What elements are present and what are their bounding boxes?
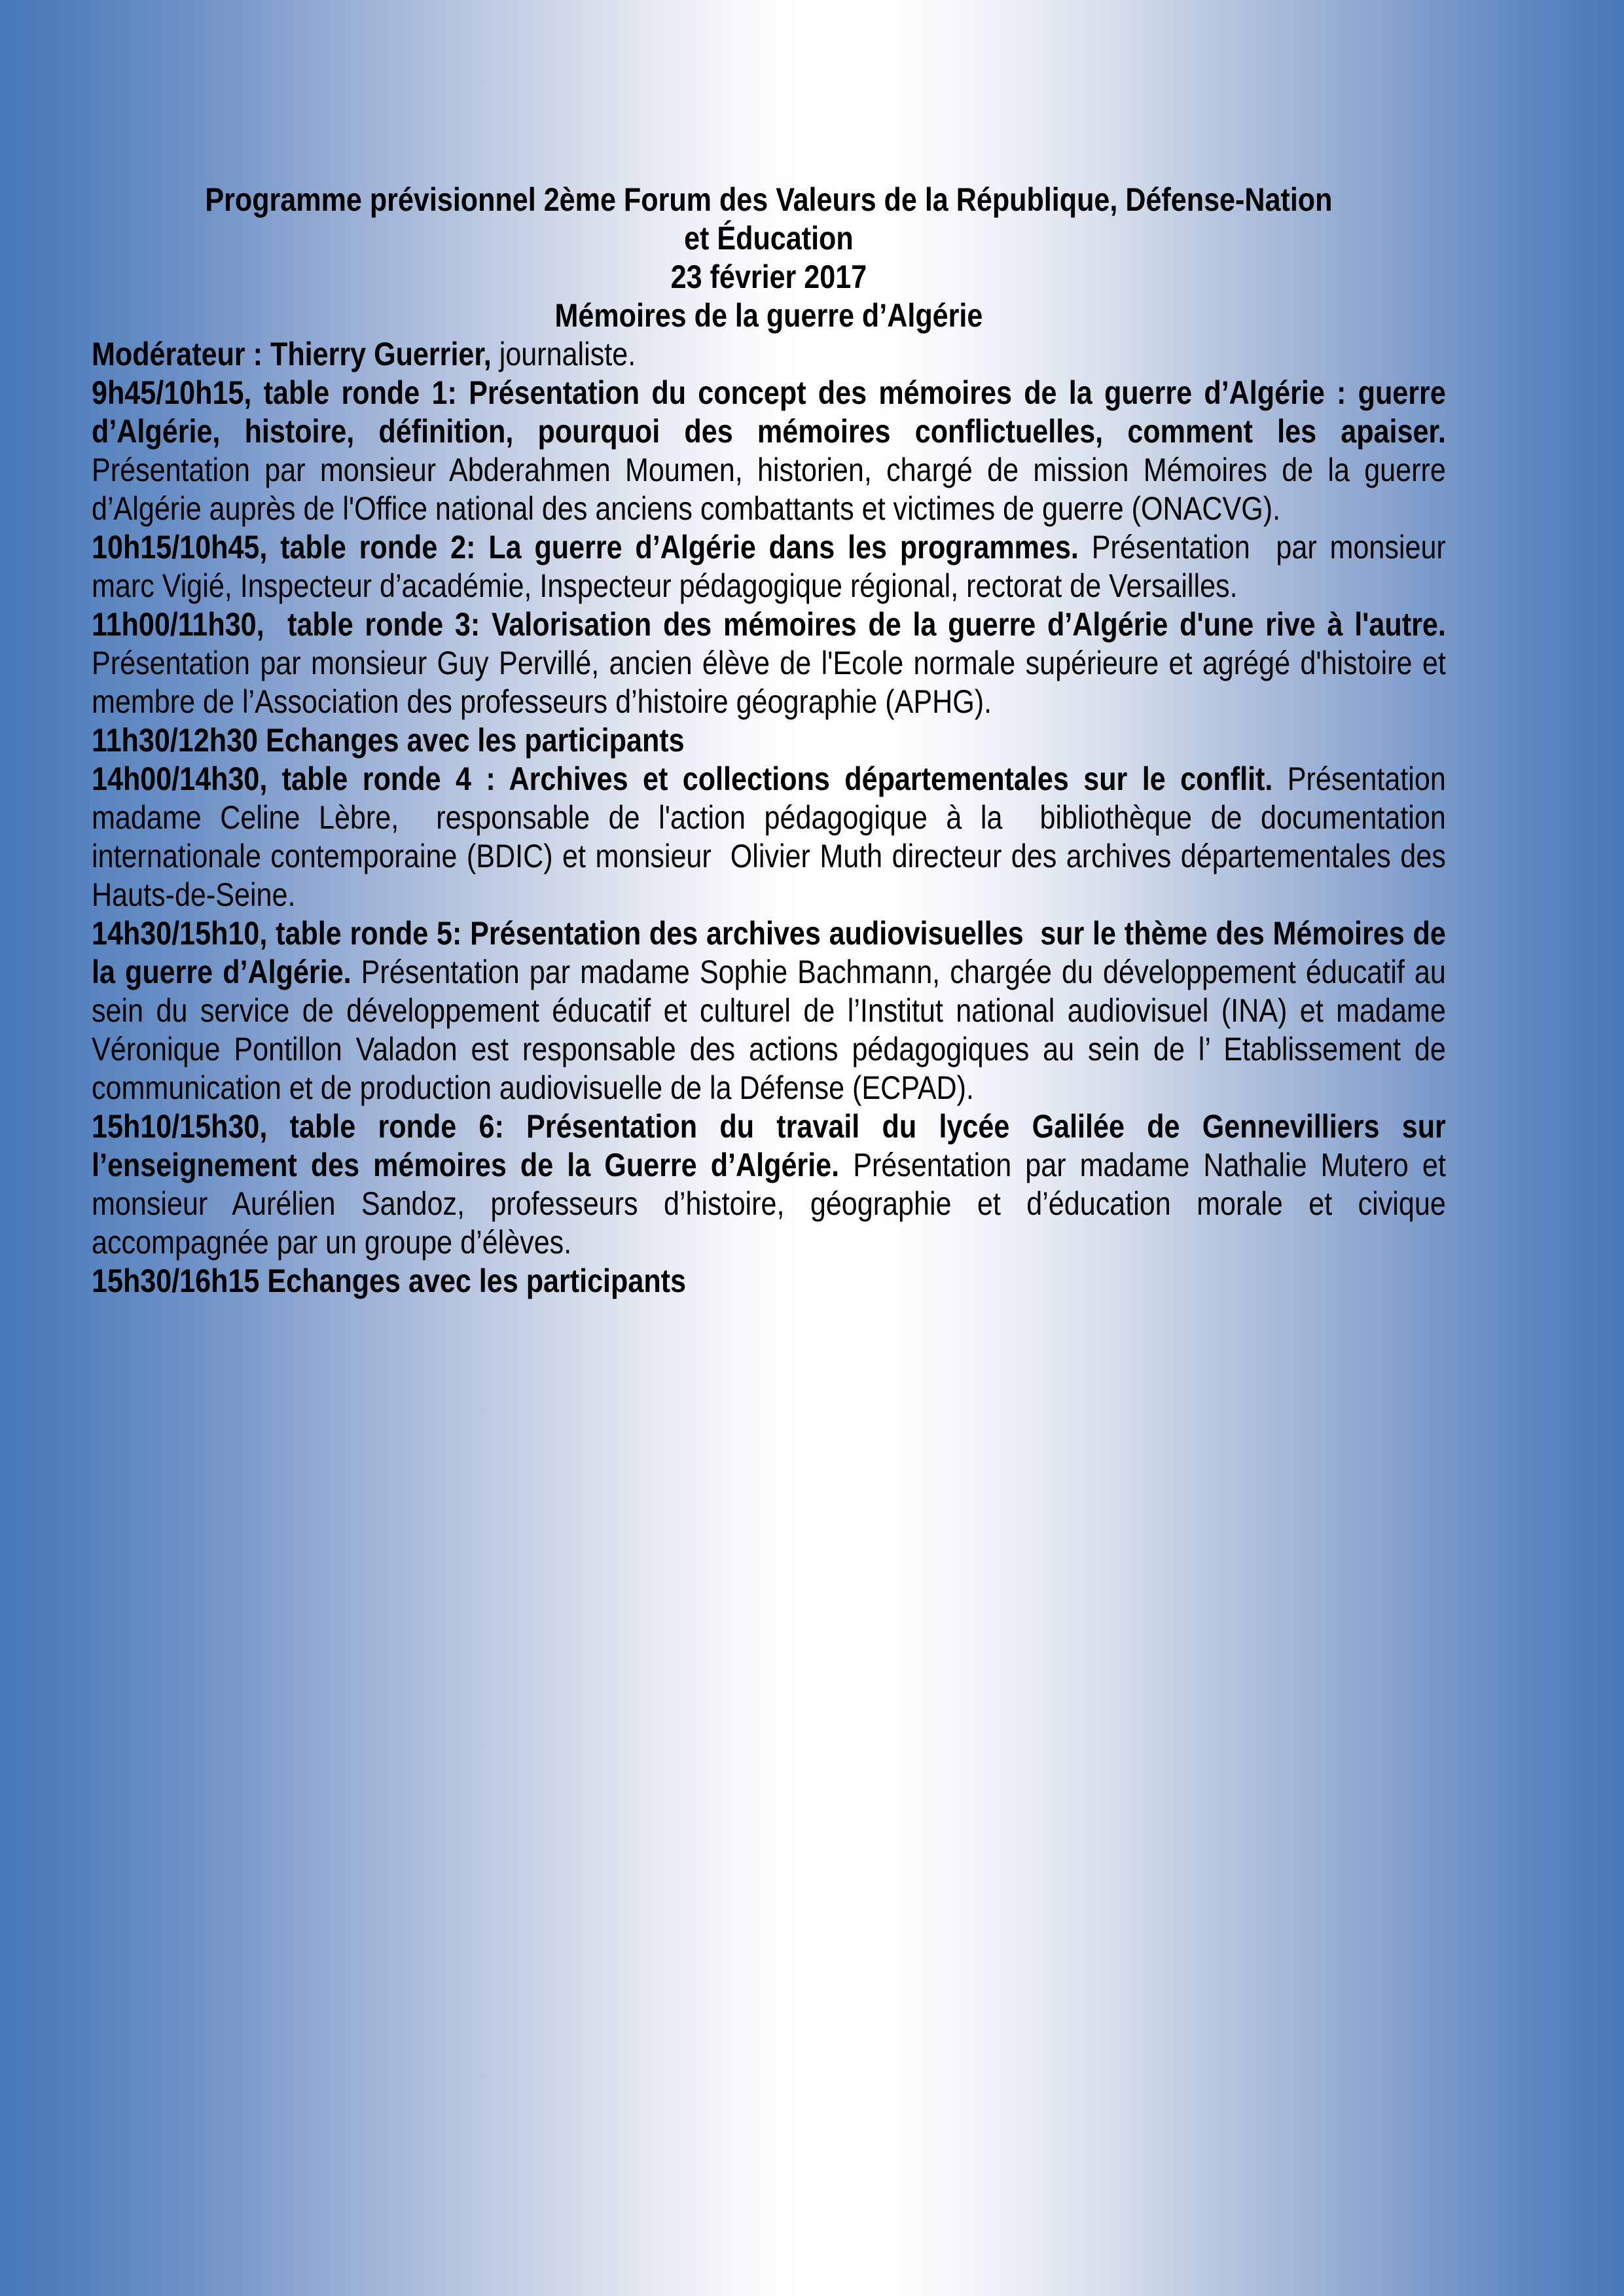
schedule-item-3-heading: 11h00/11h30, table ronde 3: Valorisation des mémoires de la guerre d’Algérie d'une rive à l'autre.	[92, 606, 1446, 643]
moderator-role: journaliste.	[491, 336, 636, 372]
schedule-item-2	[92, 528, 1446, 605]
page-title-line1: Programme prévisionnel 2ème Forum des Valeurs de la République, Défense-Nation	[205, 181, 1333, 218]
page-title-line2: et Éducation	[684, 220, 854, 257]
moderator-label: Modérateur : Thierry Guerrier,	[92, 336, 492, 372]
schedule-item-1	[92, 374, 1446, 528]
schedule-item-8-heading: 15h30/16h15 Echanges avec les participants	[92, 1263, 686, 1299]
schedule-item-4	[92, 721, 1446, 760]
moderator-line	[92, 335, 1446, 374]
document-content	[92, 0, 1446, 1300]
schedule-item-5-heading: 14h00/14h30, table ronde 4 : Archives et collections départementales sur le conflit.	[92, 761, 1288, 797]
schedule-item-5-description: Présentation madame Celine Lèbre, responsable de l'action pédagogique à la bibliothèque de documentation internationale contemporaine (BDIC) et monsieur Olivier Muth directeur des archives départementales des Hauts-de-Seine.	[92, 761, 1446, 913]
schedule-item-3	[92, 605, 1446, 721]
schedule-item-3-description: Présentation par monsieur Guy Pervillé, ancien élève de l'Ecole normale supérieure et agrégé d'histoire et membre de l’Association des professeurs d’histoire géographie (APHG).	[92, 645, 1446, 720]
schedule-item-2-heading: 10h15/10h45, table ronde 2: La guerre d’Algérie dans les programmes.	[92, 529, 1092, 565]
schedule-item-1-heading: 9h45/10h15, table ronde 1: Présentation du concept des mémoires de la guerre d’Algérie : guerre d’Algérie, histoire, définition, pourquoi des mémoires conflictuelles, comment les apaiser.	[92, 374, 1446, 450]
schedule-item-2-description: Présentation par monsieur marc Vigié, Inspecteur d’académie, Inspecteur pédagogique régional, rectorat de Versailles.	[92, 529, 1446, 604]
event-subtitle: Mémoires de la guerre d’Algérie	[554, 297, 983, 334]
schedule-item-5	[92, 760, 1446, 914]
schedule-item-8	[92, 1262, 1446, 1300]
event-date: 23 février 2017	[670, 259, 867, 295]
schedule-item-6	[92, 914, 1446, 1107]
schedule-item-7-heading: 15h10/15h30, table ronde 6: Présentation du travail du lycée Galilée de Gennevilliers sur l’enseignement des mémoires de la Guerre d’Algérie.	[92, 1108, 1446, 1183]
schedule-item-7-description: Présentation par madame Nathalie Mutero et monsieur Aurélien Sandoz, professeurs d’histoire, géographie et d’éducation morale et civique accompagnée par un groupe d’élèves.	[92, 1147, 1446, 1261]
schedule-item-4-heading: 11h30/12h30 Echanges avec les participants	[92, 722, 685, 759]
schedule-item-6-description: Présentation par madame Sophie Bachmann, chargée du développement éducatif au sein du service de développement éducatif et culturel de l’Institut national audiovisuel (INA) et madame Véronique Pontillon Valadon est responsable des actions pédagogiques au sein de l’ Etablissement de communication et de production audiovisuelle de la Défense (ECPAD).	[92, 954, 1446, 1106]
page-title	[92, 181, 1446, 258]
schedule-item-1-description: Présentation par monsieur Abderahmen Moumen, historien, chargé de mission Mémoires de la guerre d’Algérie auprès de l'Office national des anciens combattants et victimes de guerre (ONACVG).	[92, 452, 1446, 527]
schedule-item-7	[92, 1107, 1446, 1262]
schedule-item-6-heading: 14h30/15h10, table ronde 5: Présentation des archives audiovisuelles sur le thème des Mémoires de la guerre d’Algérie.	[92, 915, 1446, 990]
